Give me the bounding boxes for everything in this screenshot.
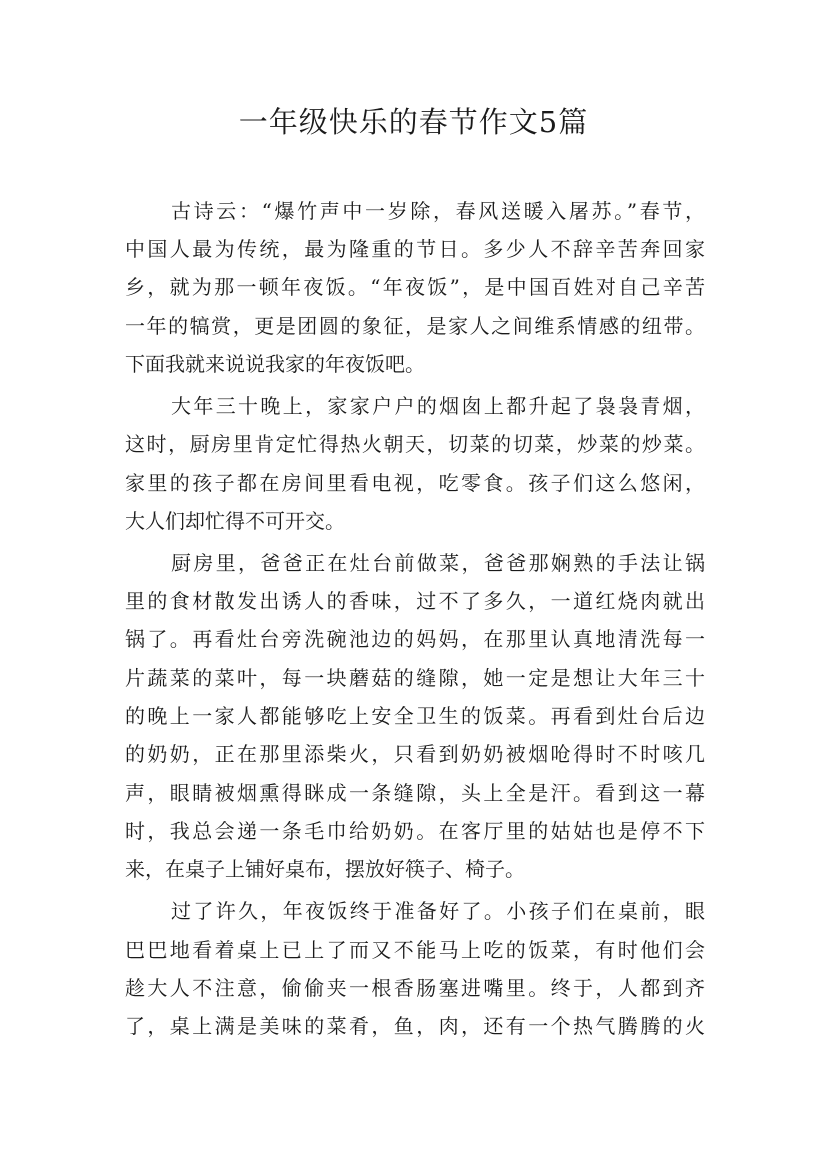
text-line: 锅了。再看灶台旁洗碗池边的妈妈，在那里认真地清洗每一	[125, 627, 705, 651]
text-line: 大人们却忙得不可开交。	[125, 509, 345, 533]
text-line: 巴巴地看着桌上已上了而又不能马上吃的饭菜，有时他们会	[125, 938, 705, 962]
text-line: 一年的犒赏，更是团圆的象征，是家人之间维系情感的纽带。	[125, 314, 705, 338]
text-line: 厨房里，爸爸正在灶台前做菜，爸爸那娴熟的手法让锅	[171, 551, 705, 575]
text-line: 里的食材散发出诱人的香味，过不了多久，一道红烧肉就出	[125, 589, 705, 613]
text-line: 乡，就为那一顿年夜饭。“年夜饭”，是中国百姓对自己辛苦	[125, 275, 705, 299]
text-line: 时，我总会递一条毛巾给奶奶。在客厅里的姑姑也是停不下	[125, 819, 705, 843]
text-line: 趁大人不注意，偷偷夹一根香肠塞进嘴里。终于，人都到齐	[125, 976, 705, 1000]
text-line: 下面我就来说说我家的年夜饭吧。	[125, 352, 425, 376]
text-line: 古诗云：“爆竹声中一岁除，春风送暖入屠苏。”春节，	[171, 199, 705, 223]
text-line: 了，桌上满是美味的菜肴，鱼，肉，还有一个热气腾腾的火	[125, 1014, 705, 1038]
text-line: 家里的孩子都在房间里看电视，吃零食。孩子们这么悠闲，	[125, 471, 705, 495]
text-line: 这时，厨房里肯定忙得热火朝天，切菜的切菜，炒菜的炒菜。	[125, 432, 705, 456]
text-line: 过了许久，年夜饭终于准备好了。小孩子们在桌前，眼	[171, 899, 705, 923]
text-line: 的奶奶，正在那里添柴火，只看到奶奶被烟呛得时不时咳几	[125, 742, 705, 766]
document-title: 一年级快乐的春节作文5篇	[238, 105, 589, 139]
text-line: 中国人最为传统，最为隆重的节日。多少人不辞辛苦奔回家	[125, 237, 705, 261]
text-line: 片蔬菜的菜叶，每一块蘑菇的缝隙，她一定是想让大年三十	[125, 666, 705, 690]
text-line: 声，眼睛被烟熏得眯成一条缝隙，头上全是汗。看到这一幕	[125, 781, 705, 805]
text-line: 大年三十晚上，家家户户的烟囱上都升起了袅袅青烟，	[171, 394, 705, 418]
text-line: 的晚上一家人都能够吃上安全卫生的饭菜。再看到灶台后边	[125, 704, 705, 728]
text-line: 来，在桌子上铺好桌布，摆放好筷子、椅子。	[125, 857, 525, 881]
